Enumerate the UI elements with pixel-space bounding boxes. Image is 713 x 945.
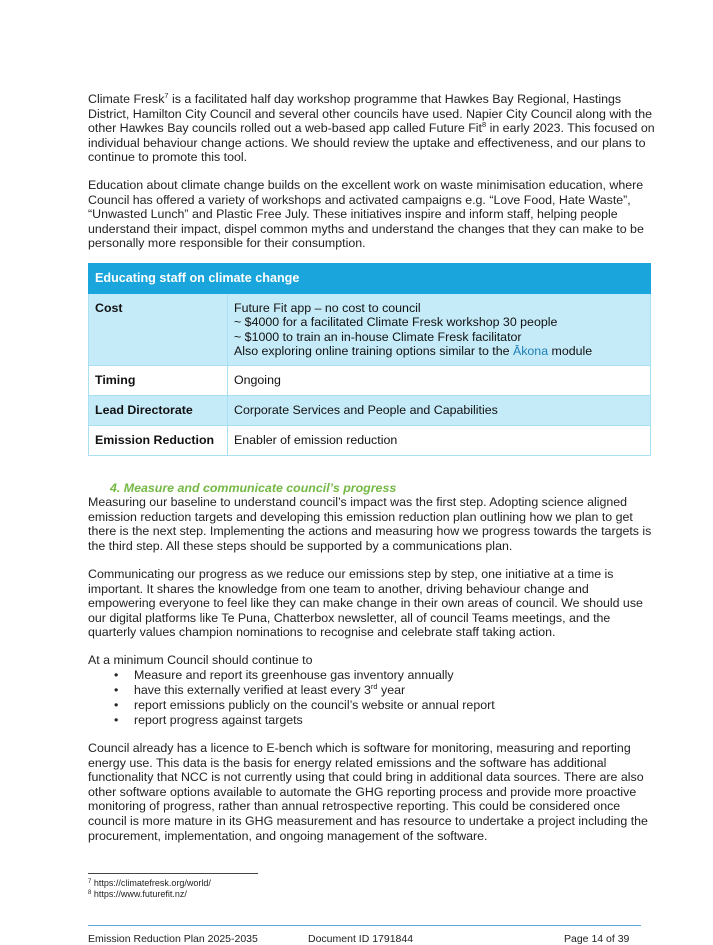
emission-label: Emission Reduction — [89, 426, 228, 456]
table-row-cost — [89, 294, 651, 366]
footnote-ref: 7 — [164, 91, 169, 100]
paragraph-climate-fresk — [88, 92, 656, 165]
cost-label: Cost — [89, 294, 228, 366]
footnote-link[interactable]: https://climatefresk.org/world/ — [91, 878, 211, 888]
bullet-icon: • — [114, 698, 119, 712]
text: in early 2023. This focused on individual behaviour change actions. We should review the uptake and effectiveness, and our plans to continue to promote this tool. — [88, 121, 655, 165]
footnote-8 — [88, 889, 187, 900]
table-header: Educating staff on climate change — [89, 264, 651, 294]
footnote-divider — [88, 873, 258, 874]
text: year — [377, 683, 406, 697]
text: Climate Fresk — [88, 92, 165, 106]
table-row-timing — [89, 366, 651, 396]
section-heading: 4. Measure and communicate council’s progress — [110, 481, 397, 495]
footnote-number: 7 — [88, 879, 92, 885]
paragraph-ebench: Council already has a licence to E-bench which is software for monitoring, measuring and reporting energy use. This data is the basis for energy related emissions and the software has additional functionality that NCC is not currently using that could bring in additional data sources. There are also other software options available to automate the GHG reporting process and provide more proactive monitoring of progress, rather than annual retrospective reporting. This could be considered once council is more mature in its GHG measurement and has resource to undertake a project including the procurement, implementation, and ongoing management of the software. — [88, 741, 648, 843]
cost-line: ~ $1000 to train an in-house Climate Fresk facilitator — [234, 329, 522, 344]
footnote-link[interactable]: https://www.futurefit.nz/ — [91, 889, 187, 899]
paragraph-communicating: Communicating our progress as we reduce our emissions step by step, one initiative at a time is important. It shares the knowledge from one team to another, driving behaviour change and empowering everyone to feel like they can make change in their own areas of council. We should use our digital platforms like Te Puna, Chatterbox newsletter, all of council Teams meetings, and the quarterly values champion nominations to recognise and celebrate staff taking action. — [88, 567, 643, 640]
educating-staff-table — [88, 263, 651, 456]
footer-document-id: Document ID 1791844 — [308, 933, 414, 945]
bullet-icon: • — [114, 713, 119, 727]
list-item — [88, 713, 648, 728]
text: module — [548, 344, 593, 359]
cost-line: Future Fit app – no cost to council — [234, 301, 421, 315]
lead-value: Corporate Services and People and Capabilities — [228, 396, 651, 426]
cost-line — [234, 344, 644, 358]
footer-divider — [88, 925, 641, 926]
bullet-list — [88, 668, 648, 728]
lead-label: Lead Directorate — [89, 396, 228, 426]
cost-value — [228, 294, 651, 366]
footnote-7 — [88, 878, 211, 889]
emission-value: Enabler of emission reduction — [228, 426, 651, 456]
paragraph-measuring: Measuring our baseline to understand council’s impact was the first step. Adopting science aligned emission reduction targets and developing this emission reduction plan outlining how we plan to get there is the next step. Implementing the actions and measuring how we progress towards the targets is the third step. All these steps should be supported by a communications plan. — [88, 495, 652, 553]
footer-page-number: Page 14 of 39 — [564, 933, 630, 945]
footnote-ref: 8 — [481, 120, 487, 130]
akona-link[interactable]: Ākona — [512, 344, 549, 359]
list-item — [88, 698, 648, 713]
timing-value: Ongoing — [228, 366, 651, 396]
text: Measure and report its greenhouse gas inventory annually — [134, 668, 454, 682]
bullet-icon: • — [114, 668, 119, 682]
paragraph-minimum: At a minimum Council should continue to — [88, 653, 313, 667]
text: Also exploring online training options similar to the — [234, 344, 513, 359]
paragraph-education: Education about climate change builds on the excellent work on waste minimisation education, where Council has offered a variety of workshops and activated campaigns e.g. “Love Food, Hate Waste”, “Unwasted Lunch” and Plastic Free July. These initiatives inspire and inform staff, helping people understand their impact, dispel common myths and understand the changes that they can make to be personally more responsible for their consumption. — [88, 178, 644, 251]
list-item — [88, 683, 648, 698]
timing-label: Timing — [89, 366, 228, 396]
footer-title: Emission Reduction Plan 2025-2035 — [88, 933, 258, 945]
text: have this externally verified at least every 3 — [134, 683, 371, 697]
table-row-emission — [89, 426, 651, 456]
text: report progress against targets — [134, 713, 303, 727]
text: is a facilitated half day workshop programme that Hawkes Bay Regional, Hastings District, Hamilton City Council and several other councils have used. Napier City Council along with the other Hawkes Bay councils rolled out a web-based app called Future Fit — [88, 92, 653, 136]
text: report emissions publicly on the council’s website or annual report — [134, 698, 495, 712]
table-row-lead — [89, 396, 651, 426]
superscript: rd — [370, 682, 378, 691]
bullet-icon: • — [114, 683, 119, 697]
footnote-number: 8 — [88, 890, 92, 896]
cost-line: ~ $4000 for a facilitated Climate Fresk workshop 30 people — [234, 315, 558, 330]
list-item — [88, 668, 648, 683]
